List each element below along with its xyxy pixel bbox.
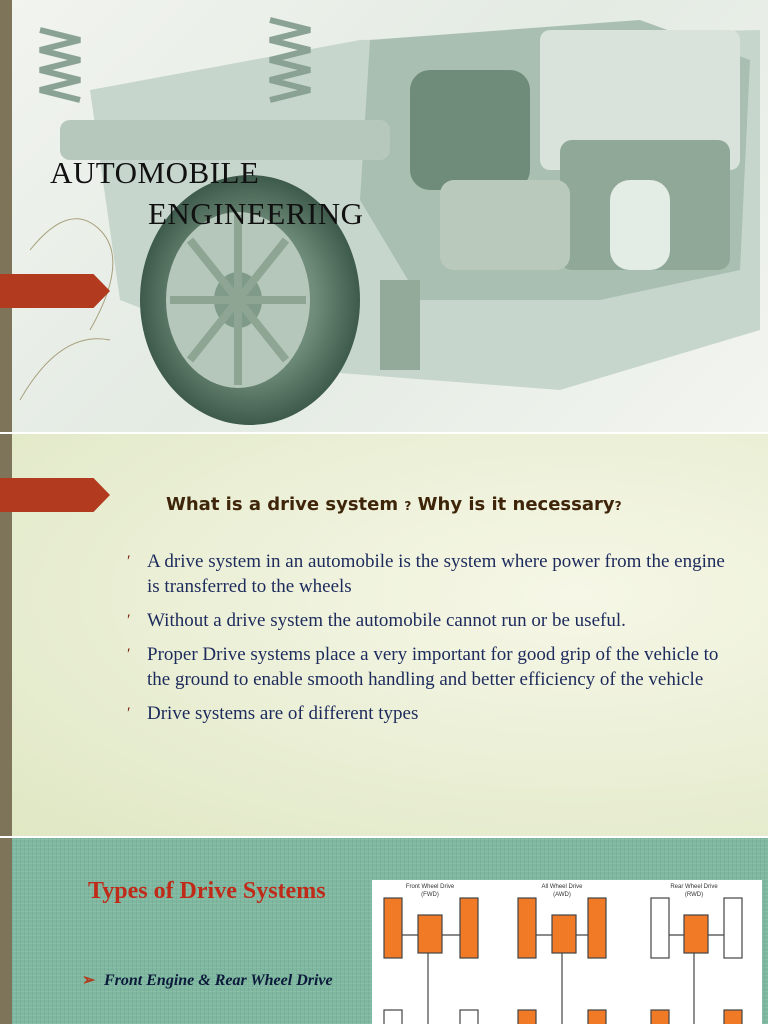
- bullet-marker-icon: ′: [127, 646, 131, 663]
- wheel-rwd-rear-left: [651, 1010, 669, 1024]
- heading-part-2: Why is it necessary: [417, 494, 615, 515]
- drive-types-slide: [0, 838, 768, 1024]
- bullet-marker-icon: ′: [127, 705, 131, 722]
- diagram-label-fwd: Front Wheel Drive: [405, 884, 455, 890]
- wheel-fwd-rear-right: [460, 1010, 478, 1024]
- diagram-label-rwd: Rear Wheel Drive: [670, 884, 718, 890]
- slide-title-line-1: AUTOMOBILE: [50, 155, 260, 190]
- diff-awd: [552, 915, 576, 953]
- list-item-text: Proper Drive systems place a very important for good grip of the vehicle to the ground to enable smooth handling and better efficiency of the vehicle: [147, 644, 719, 690]
- slide-title-line-2: ENGINEERING: [148, 196, 364, 231]
- list-item-text: Without a drive system the automobile cannot run or be useful.: [147, 610, 626, 631]
- wheel-fwd-rear-left: [384, 1010, 402, 1024]
- slide-title: Types of Drive Systems: [88, 878, 326, 904]
- wheel-awd-front-left: [518, 898, 536, 958]
- bullet-list: [127, 549, 742, 735]
- diagram-label-rwd-abbr: (RWD): [684, 892, 704, 898]
- diagram-label-fwd-abbr: (FWD): [421, 892, 439, 898]
- car-chassis-image: [0, 0, 768, 432]
- arrow-bullet-icon: ➢: [82, 972, 96, 989]
- list-item: [82, 970, 374, 992]
- diff-rwd: [684, 915, 708, 953]
- wheel-awd-front-right: [588, 898, 606, 958]
- drivetrain-diagram: [372, 880, 762, 1024]
- heading-part-1: What is a drive system: [166, 494, 399, 515]
- list-item: [127, 642, 742, 692]
- list-item-text: A drive system in an automobile is the system where power from the engine is transferred to the wheels: [147, 551, 725, 597]
- list-item: [127, 549, 742, 599]
- slide-left-edge: [0, 0, 12, 432]
- slide-left-edge: [0, 838, 12, 1024]
- wheel-awd-rear-right: [588, 1010, 606, 1024]
- list-item: [127, 701, 742, 726]
- slide-heading: [166, 494, 622, 515]
- accent-arrow: [0, 274, 110, 308]
- list-item: [127, 608, 742, 633]
- list-item-text: Front Engine & Rear Wheel Drive: [104, 972, 333, 989]
- title-slide: [0, 0, 768, 432]
- heading-question-mark-1: ?: [404, 499, 412, 513]
- bullet-marker-icon: ′: [127, 553, 131, 570]
- diff-fwd: [418, 915, 442, 953]
- accent-arrow: [0, 478, 110, 512]
- wheel-rwd-rear-right: [724, 1010, 742, 1024]
- wheel-awd-rear-left: [518, 1010, 536, 1024]
- wheel-rwd-front-left: [651, 898, 669, 958]
- wheel-fwd-front-right: [460, 898, 478, 958]
- list-item-text: Drive systems are of different types: [147, 703, 419, 724]
- wheel-fwd-front-left: [384, 898, 402, 958]
- heading-question-mark-2: ?: [614, 499, 622, 513]
- wheel-rwd-front-right: [724, 898, 742, 958]
- diagram-label-awd-abbr: (AWD): [553, 892, 571, 898]
- diagram-label-awd: All Wheel Drive: [541, 884, 583, 890]
- drive-system-slide: [0, 434, 768, 836]
- bullet-marker-icon: ′: [127, 612, 131, 629]
